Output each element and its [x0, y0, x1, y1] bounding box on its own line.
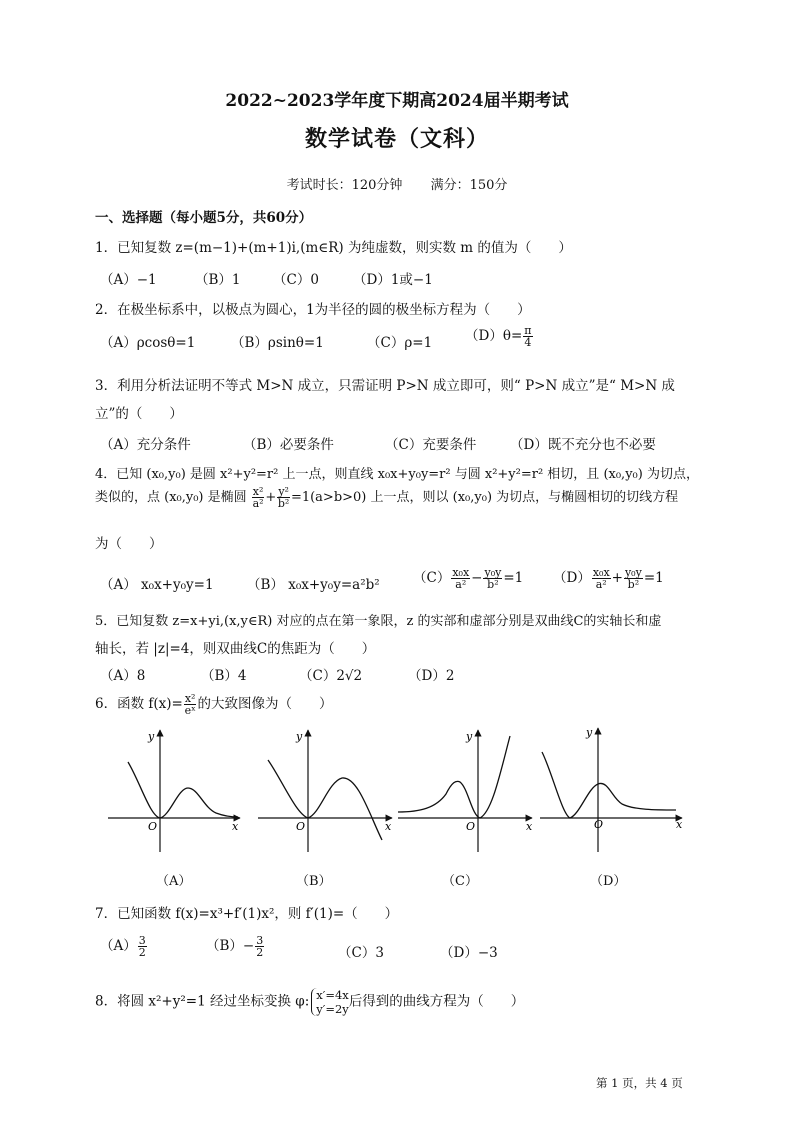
exam-meta [0, 174, 794, 193]
q4-option-d-label: （D） [553, 570, 591, 586]
question-5-line-1: 5．已知复数 z=x+yi,(x,y∈R) 对应的点在第一象限，z 的实部和虚部分别是双曲线C的实轴长和虚 [95, 614, 662, 629]
origin-label: O [594, 818, 604, 831]
fraction: $\frac{\text{x₀x}}{\text{a²}}$ [452, 566, 470, 591]
y-axis-label: y [466, 730, 473, 743]
fraction: $\frac{\text{x²}}{\text{a²}}$ [252, 485, 264, 510]
fraction-numerator: 3 [256, 934, 264, 947]
graph-c [398, 730, 533, 852]
q7-option-c: （C）3 [338, 945, 384, 961]
q4-option-c-label: （C） [413, 570, 451, 586]
question-6 [95, 692, 332, 716]
q6-text: 的大致图像为（ ） [197, 696, 333, 712]
graph-a [108, 730, 240, 852]
origin-label: O [466, 820, 476, 833]
y-axis-label: y [148, 730, 155, 743]
fraction-numerator: 3 [138, 934, 146, 947]
y-axis-label: y [296, 730, 303, 743]
section-title: 一、选择题（每小题5分，共60分） [95, 210, 313, 226]
graph-c-label: （C） [442, 874, 478, 889]
q1-option-c: （C）0 [273, 272, 319, 288]
q2-option-d [465, 324, 534, 348]
q5-option-b: （B）4 [201, 668, 247, 684]
fraction [523, 325, 532, 348]
q7-option-a [100, 934, 148, 958]
q5-option-a: （A）8 [100, 668, 146, 684]
q8-text: 后得到的曲线方程为（ ） [348, 993, 525, 1010]
q3-option-d: （D）既不充分也不必要 [510, 437, 656, 453]
q4-option-a: （A） x₀x+y₀y=1 [100, 577, 214, 593]
fraction: $\frac{\text{x₀x}}{\text{a²}}$ [592, 566, 610, 591]
q3-option-b: （B）必要条件 [243, 437, 334, 453]
question-2: 2．在极坐标系中，以极点为圆心，1为半径的圆的极坐标方程为（ ） [95, 302, 531, 318]
y-axis-label: y [586, 726, 593, 739]
q1-option-d: （D）1或−1 [353, 272, 433, 288]
question-8 [95, 988, 524, 1016]
exam-title: 2022~2023学年度下期高2024届半期考试 [225, 91, 569, 111]
q2-option-d-label: （D）θ= [465, 328, 523, 344]
fraction-denominator: 2 [138, 946, 146, 959]
q6-text: 6．函数 f(x)= [95, 696, 183, 712]
fraction-numerator: x² [184, 692, 196, 705]
fraction [138, 935, 147, 958]
q7-option-b-label: （B）− [206, 938, 255, 954]
fraction [255, 935, 264, 958]
q4-text: 类似的，点 (x₀,y₀) 是椭圆 [95, 490, 247, 505]
q1-option-b: （B）1 [195, 272, 241, 288]
page-footer: 第 1 页，共 4 页 [596, 1076, 683, 1090]
question-7: 7．已知函数 f(x)=x³+f′(1)x²，则 f′(1)=（ ） [95, 906, 399, 922]
q3-option-a: （A）充分条件 [100, 437, 191, 453]
x-axis-label: x [526, 820, 533, 833]
fraction-denominator: 2 [256, 946, 264, 959]
question-3-line-2: 立”的（ ） [95, 406, 183, 422]
fraction: $\frac{\text{y²}}{\text{b²}}$ [277, 485, 290, 510]
transform-system [311, 988, 349, 1016]
transform-eq-2: y′=2y [316, 1002, 349, 1016]
x-axis-label: x [676, 818, 683, 831]
question-1: 1．已知复数 z=(m−1)+(m+1)i,(m∈R) 为纯虚数，则实数 m 的值为（ ） [95, 240, 572, 256]
transform-eq-1: x′=4x [316, 988, 349, 1002]
paper-subtitle: 数学试卷（文科） [304, 126, 489, 152]
question-5-line-2: 轴长，若 |z|=4，则双曲线C的焦距为（ ） [95, 641, 376, 657]
q8-text: 8．将圆 x²+y²=1 经过坐标变换 φ: [95, 993, 310, 1010]
q3-option-c: （C）充要条件 [385, 437, 477, 453]
q2-option-c: （C）ρ=1 [367, 335, 433, 351]
q7-option-d: （D）−3 [440, 945, 498, 961]
question-3-line-1: 3．利用分析法证明不等式 M>N 成立，只需证明 P>N 成立即可，则“ P>N 成立”是“ M>N 成 [95, 378, 675, 394]
question-4-line-1: 4．已知 (x₀,y₀) 是圆 x²+y²=r² 上一点，则直线 x₀x+y₀y=r² 与圆 x²+y²=r² 相切，且 (x₀,y₀) 为切点， [95, 467, 699, 482]
q4-option-d: （D） $\frac{\text{x₀x}}{\text{a²}}$ + $\frac{\text{y₀y}}{\text{b²}}$ =1 [553, 566, 664, 591]
q5-option-d: （D）2 [408, 668, 455, 684]
q7-option-b [206, 934, 265, 958]
question-4-line-2: 类似的，点 (x₀,y₀) 是椭圆 $\frac{\text{x²}}{\text{a²}}$ + $\frac{\text{y²}}{\text{b²}}$ =1(a>b>0) 上一点，则以 (x₀,y₀) 为切点，与椭圆相切的切线方程 [95, 485, 679, 510]
exam-score: 满分：150分 [430, 178, 508, 193]
q2-option-a: （A）ρcosθ=1 [100, 335, 196, 351]
q1-option-a: （A）−1 [100, 272, 157, 288]
graph-d-label: （D） [590, 874, 627, 889]
fraction-denominator: 4 [524, 336, 532, 349]
graph-a-label: （A） [156, 874, 192, 889]
q4-option-c: （C） $\frac{\text{x₀x}}{\text{a²}}$ − $\frac{\text{y₀y}}{\text{b²}}$ =1 [413, 566, 524, 591]
graph-b-label: （B） [296, 874, 332, 889]
origin-label: O [148, 820, 158, 833]
question-4-line-3: 为（ ） [95, 536, 163, 552]
q5-option-c: （C）2√2 [299, 668, 363, 684]
function-graph-options [100, 722, 700, 862]
fraction-numerator: π [524, 324, 532, 337]
fraction [184, 693, 197, 716]
fraction: $\frac{\text{y₀y}}{\text{b²}}$ [484, 566, 502, 591]
exam-duration: 考试时长：120分钟 [286, 178, 403, 193]
q2-option-b: （B）ρsinθ=1 [231, 335, 324, 351]
graph-b [258, 730, 392, 852]
origin-label: O [296, 820, 306, 833]
x-axis-label: x [232, 820, 239, 833]
x-axis-label: x [385, 820, 392, 833]
q7-option-a-label: （A） [100, 938, 137, 954]
graph-d [540, 726, 683, 852]
q4-text: =1(a>b>0) 上一点，则以 (x₀,y₀) 为切点，与椭圆相切的切线方程 [290, 490, 679, 505]
q4-option-b: （B） x₀x+y₀y=a²b² [247, 577, 380, 593]
fraction-denominator: eˣ [184, 704, 196, 717]
fraction: $\frac{\text{y₀y}}{\text{b²}}$ [624, 566, 642, 591]
